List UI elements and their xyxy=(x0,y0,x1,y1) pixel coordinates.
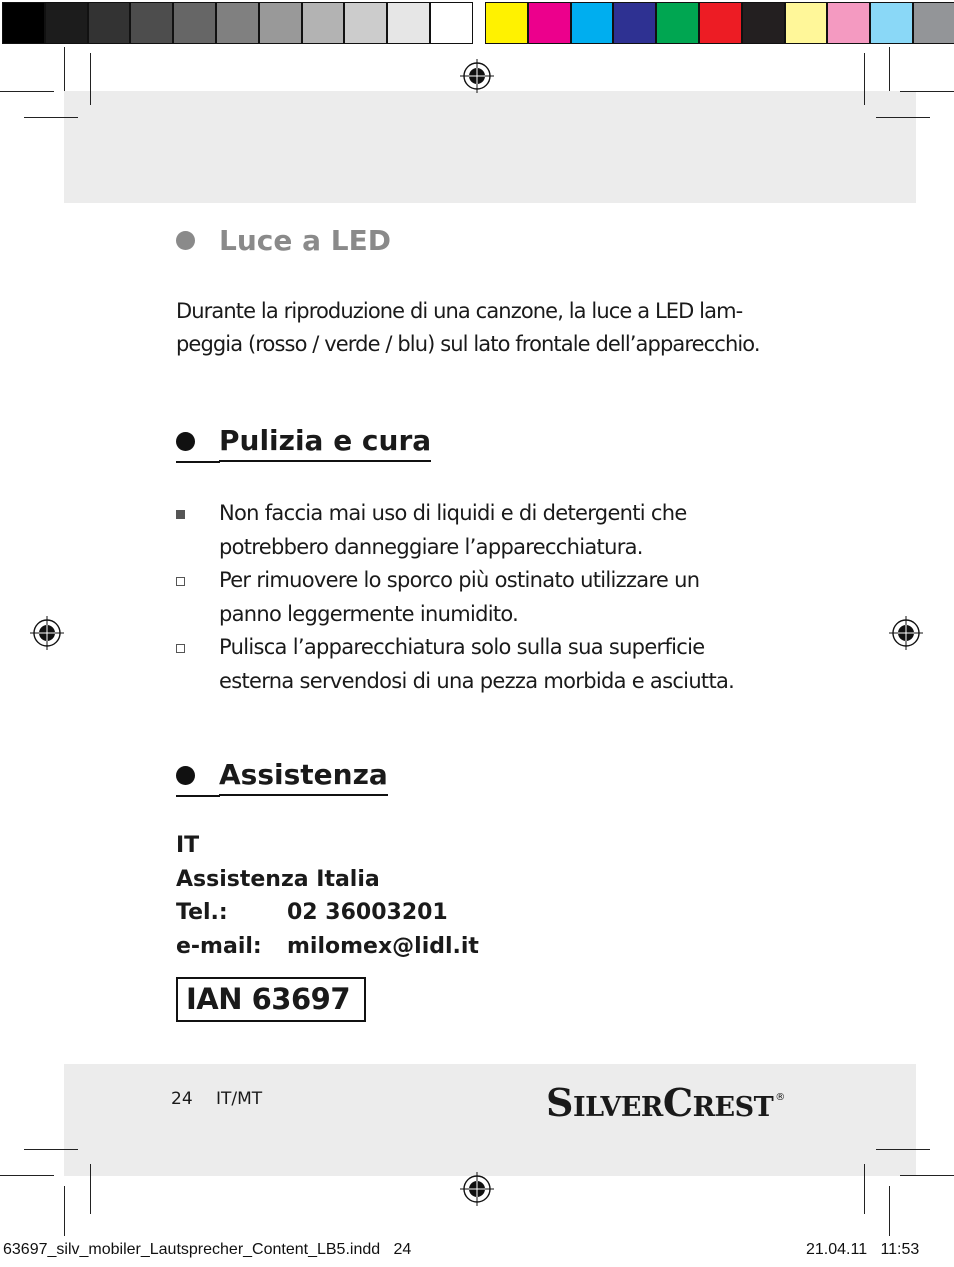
color-swatch xyxy=(742,2,785,44)
registration-mark-icon xyxy=(460,59,494,93)
list-item-line: panno leggermente inumidito. xyxy=(219,602,519,626)
heading-underline xyxy=(176,461,220,463)
section-heading-service xyxy=(176,758,388,796)
gray-swatch xyxy=(430,2,473,44)
list-item-line: potrebbero danneggiare l’apparecchiatura. xyxy=(219,535,643,559)
ian-box: IAN 63697 xyxy=(176,977,366,1022)
led-paragraph xyxy=(176,295,796,361)
color-swatch xyxy=(656,2,699,44)
heading-text: Assistenza xyxy=(219,758,388,796)
service-name: Assistenza Italia xyxy=(176,866,380,892)
heading-text: Pulizia e cura xyxy=(219,424,431,462)
service-tel-row xyxy=(176,896,479,930)
tel-label: Tel.: xyxy=(176,900,228,925)
gray-swatch xyxy=(216,2,259,44)
color-swatch xyxy=(827,2,870,44)
service-contact-block xyxy=(176,829,479,963)
service-email-row xyxy=(176,930,479,964)
gray-swatch xyxy=(2,2,45,44)
heading-bullet-icon xyxy=(176,766,195,785)
page-number: 24 xyxy=(171,1089,193,1109)
footer-band xyxy=(64,1064,916,1176)
checkbox-bullet-icon xyxy=(176,644,185,653)
page-locale: IT/MT xyxy=(216,1089,263,1109)
color-swatch xyxy=(870,2,913,44)
list-item-line: Per rimuovere lo sporco più ostinato utilizzare un xyxy=(219,568,700,592)
registration-mark-icon xyxy=(460,1172,494,1206)
header-band xyxy=(64,91,916,203)
list-item-line: Non faccia mai uso di liquidi e di detergenti che xyxy=(219,501,687,525)
tel-value: 02 36003201 xyxy=(287,900,448,925)
square-bullet-icon xyxy=(176,510,185,519)
gray-swatch xyxy=(45,2,88,44)
heading-bullet-icon xyxy=(176,432,195,451)
list-item-line: esterna servendosi di una pezza morbida e asciutta. xyxy=(219,669,735,693)
gray-swatch xyxy=(302,2,345,44)
color-swatch xyxy=(571,2,614,44)
gray-swatch xyxy=(130,2,173,44)
slug-filename: 63697_silv_mobiler_Lautsprecher_Content_LB5.indd 24 xyxy=(3,1241,412,1258)
color-swatch xyxy=(913,2,954,44)
color-swatch xyxy=(613,2,656,44)
silvercrest-logo: SILVERCREST ® xyxy=(546,1080,785,1125)
registration-mark-icon xyxy=(30,616,64,650)
color-swatch xyxy=(699,2,742,44)
slug-timestamp: 21.04.11 11:53 xyxy=(806,1241,920,1258)
email-label: e-mail: xyxy=(176,933,262,959)
gray-swatch xyxy=(88,2,131,44)
color-swatch xyxy=(785,2,828,44)
list-item-line: Pulisca l’apparecchiatura solo sulla sua superficie xyxy=(219,635,705,659)
checkbox-bullet-icon xyxy=(176,577,185,586)
gray-swatch xyxy=(387,2,430,44)
registration-mark-icon xyxy=(889,616,923,650)
heading-bullet-icon xyxy=(176,231,195,250)
paragraph-line: peggia (rosso / verde / blu) sul lato frontale dell’apparecchio. xyxy=(176,332,760,356)
gray-swatch xyxy=(344,2,387,44)
service-country: IT xyxy=(176,833,200,858)
section-heading-cleaning xyxy=(176,424,431,462)
email-value: milomex@lidl.it xyxy=(287,933,479,959)
color-swatch xyxy=(485,2,528,44)
paragraph-line: Durante la riproduzione di una canzone, la luce a LED lam- xyxy=(176,299,743,323)
gray-swatch xyxy=(259,2,302,44)
heading-underline xyxy=(176,795,220,797)
gray-swatch xyxy=(173,2,216,44)
section-heading-led xyxy=(176,224,391,257)
heading-text: Luce a LED xyxy=(219,224,391,257)
color-swatch xyxy=(528,2,571,44)
